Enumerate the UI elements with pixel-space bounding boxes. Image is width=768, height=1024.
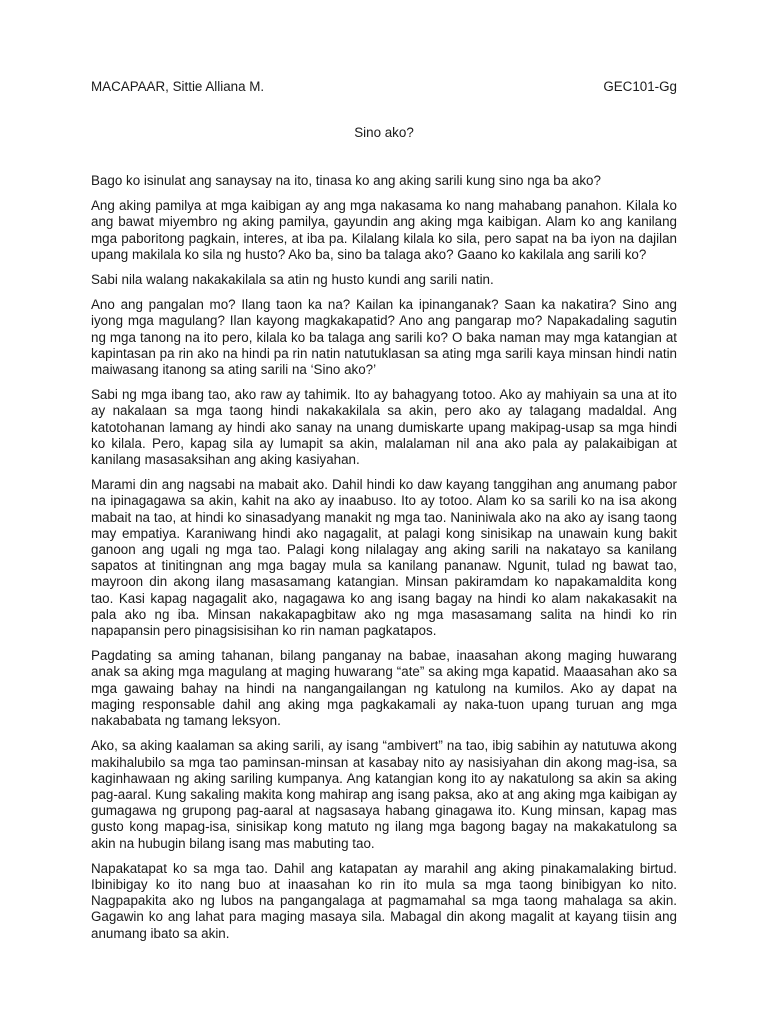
essay-body: [91, 173, 677, 951]
paragraph: Ako, sa aking kaalaman sa aking sarili, ay isang “ambivert” na tao, ibig sabihin ay natutuwa akong makihalubilo sa mga tao paminsan-minsan at kasabay nito ay nasisiyahan din akong mag-isa, sa kaginhawaan ng aking sariling kumpanya. Ang katangian kong ito ay nakatulong sa akin sa aking pag-aaral. Kung sakaling makita kong mahirap ang isang paksa, ako at ang aking mga kaibigan ay gumagawa ng grupong pag-aaral at nagsasaya habang ginagawa ito. Kung minsan, kapag mas gusto kong mapag-isa, sinisikap kong matuto ng ilang mga bagong bagay na makakatulong sa akin na hubugin bilang isang mas mabuting tao.: [91, 738, 677, 851]
course-code: GEC101-Gg: [603, 79, 677, 94]
paragraph: Sabi nila walang nakakakilala sa atin ng husto kundi ang sarili natin.: [91, 272, 494, 288]
author-name: MACAPAAR, Sittie Alliana M.: [91, 79, 265, 94]
paragraph: Marami din ang nagsabi na mabait ako. Dahil hindi ko daw kayang tanggihan ang anumang pabor na ipinagagawa sa akin, kahit na ako ay inaabuso. Ito ay totoo. Alam ko sa sarili ko na isa akong mabait na tao, at hindi ko sinasadyang manakit ng mga tao. Naniniwala ako na ako ay isang taong may empatiya. Karaniwang hindi ako nagagalit, at palagi kong sinisikap na unawain kung bakit ganoon ang ugali ng mga tao. Palagi kong nilalagay ang aking sarili na nakatayo sa kanilang sapatos at tinitingnan ang mga bagay mula sa kanilang pananaw. Ngunit, tulad ng bawat tao, mayroon din akong ilang masasamang katangian. Minsan pakiramdam ko napakamaldita kong tao. Kasi kapag nagagalit ako, nagagawa ko ang isang bagay na hindi ko alam nakakasakit na pala ako ng iba. Minsan nakakapagbitaw ako ng mga masasamang salita na hindi ko rin napapansin pero pinagsisisihan ko rin naman pagkatapos.: [91, 477, 677, 639]
essay-title: Sino ako?: [354, 125, 414, 140]
paragraph: Pagdating sa aming tahanan, bilang panganay na babae, inaasahan akong maging huwarang anak sa aking mga magulang at maging huwarang “ate” sa aking mga kapatid. Maaasahan ako sa mga gawaing bahay na hindi na nangangailangan ng katulong na kumilos. Ako ay dapat na maging responsable dahil ang aking mga pagkakamali ay naka-tuon upang turuan ang mga nakababata ng tamang leksyon.: [91, 648, 677, 729]
paragraph: Sabi ng mga ibang tao, ako raw ay tahimik. Ito ay bahagyang totoo. Ako ay mahiyain sa una at ito ay nakalaan sa mga taong hindi nakakakilala sa akin, pero ako ay talagang madaldal. Ang katotohanan lamang ay hindi ako sanay na unang dumiskarte upang makipag-usap sa mga hindi ko kilala. Pero, kapag sila ay lumapit sa akin, malalaman nil ana ako pala ay palakaibigan at kanilang masasaksihan ang aking kasiyahan.: [91, 387, 677, 468]
paragraph: Napakatapat ko sa mga tao. Dahil ang katapatan ay marahil ang aking pinakamalaking birtud. Ibinibigay ko ito nang buo at inaasahan ko rin ito mula sa mga taong binibigyan ko nito. Nagpapakita ako ng lubos na pangangalaga at pagmamahal sa mga taong mahalaga sa akin. Gagawin ko ang lahat para maging masaya sila. Mabagal din akong magalit at kayang tiisin ang anumang ibato sa akin.: [91, 860, 677, 941]
paragraph: Bago ko isinulat ang sanaysay na ito, tinasa ko ang aking sarili kung sino nga ba ako?: [91, 173, 601, 188]
paragraph: Ano ang pangalan mo? Ilang taon ka na? Kailan ka ipinanganak? Saan ka nakatira? Sino ang iyong mga magulang? Ilan kayong magkakapatid? Ano ang pangarap mo? Napakadaling sagutin ng mga tanong na ito pero, kilala ko ba talaga ang sarili ko? O baka naman may mga katangian at kapintasan pa rin ako na hindi pa rin natin natutuklasan sa ating mga sarili kaya minsan hindi natin maiwasang itanong sa ating sarili na ‘Sino ako?’: [91, 297, 677, 378]
document-header: [91, 78, 677, 96]
paragraph: Ang aking pamilya at mga kaibigan ay ang mga nakasama ko nang mahabang panahon. Kilala ko ang bawat miyembro ng aking pamilya, gayundin ang aking mga kaibigan. Alam ko ang kanilang mga paboritong pagkain, interes, at iba pa. Kilalang kilala ko sila, pero sapat na ba iyon na dajilan upang makilala ko sila ng husto? Ako ba, sino ba talaga ako? Gaano ko kakilala ang sarili ko?: [91, 198, 677, 262]
